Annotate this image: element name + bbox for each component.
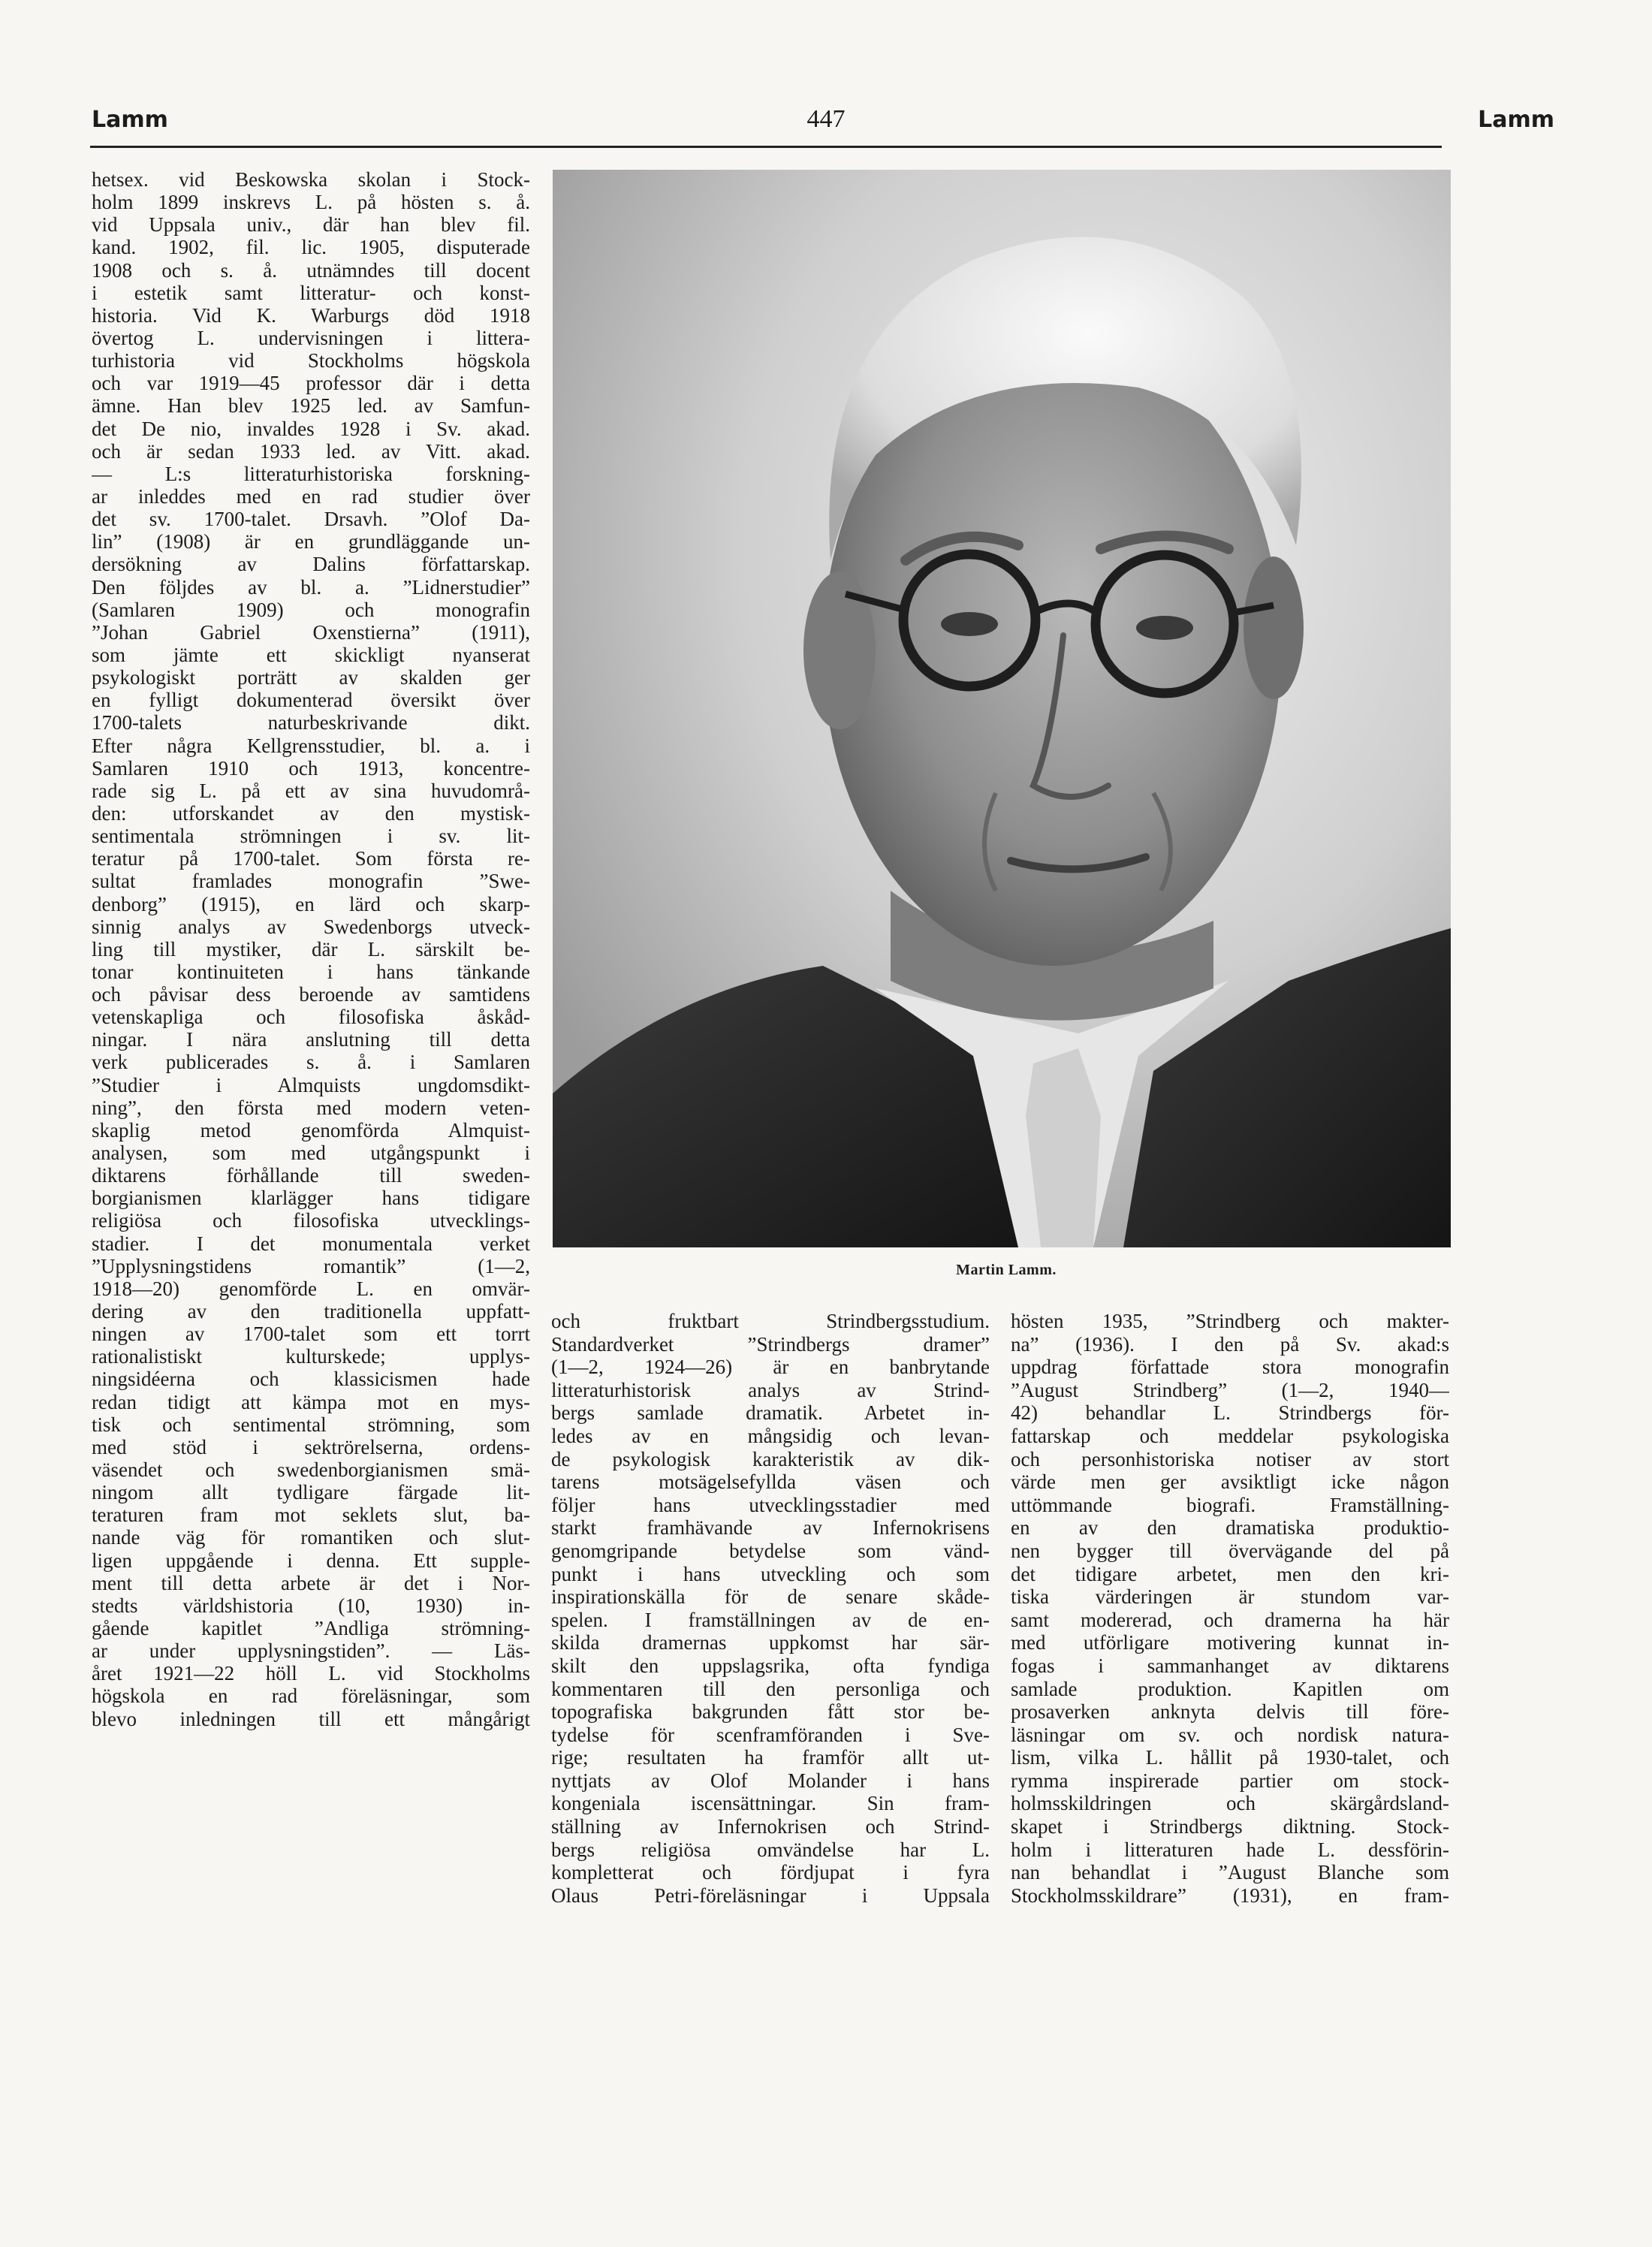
- text-line: holmsskildringen och skärgårdsland-: [1011, 1792, 1449, 1815]
- text-line: 1700-talets naturbeskrivande dikt.: [92, 711, 530, 734]
- text-line: nande väg för romantiken och slut-: [92, 1526, 530, 1549]
- text-line: na” (1936). I den på Sv. akad:s: [1011, 1332, 1449, 1356]
- text-line: lin” (1908) är en grundläggande un-: [92, 530, 530, 553]
- text-line: högskola en rad föreläsningar, som: [92, 1684, 530, 1708]
- text-line: rade sig L. på ett av sina huvudområ-: [92, 779, 530, 802]
- text-line: ar under upplysningstiden”. — Läs-: [92, 1639, 530, 1663]
- text-line: diktarens förhållande till sweden-: [92, 1164, 530, 1187]
- text-line: ning”, den första med modern veten-: [92, 1096, 530, 1119]
- text-line: med stöd i sektrörelserna, ordens-: [92, 1435, 530, 1458]
- text-line: 42) behandlar L. Strindbergs för-: [1011, 1401, 1449, 1425]
- text-line: kommentaren till den personliga och: [551, 1677, 990, 1700]
- text-line: de psykologisk karakteristik av dik-: [551, 1447, 990, 1470]
- text-column-right: [1011, 1310, 1449, 1907]
- text-line: stadier. I det monumentala verket: [92, 1232, 530, 1255]
- text-line: ningar. I nära anslutning till detta: [92, 1028, 530, 1051]
- text-line: rymma inspirerade partier om stock-: [1011, 1769, 1449, 1792]
- text-line: skapet i Strindbergs diktning. Stock-: [1011, 1815, 1449, 1838]
- text-line: skilda dramernas uppkomst har sär-: [551, 1631, 990, 1654]
- text-line: topografiska bakgrunden fått stor be-: [551, 1700, 990, 1724]
- text-line: (Samlaren 1909) och monografin: [92, 598, 530, 621]
- text-line: uttömmande biografi. Framställning-: [1011, 1493, 1449, 1516]
- text-line: lism, vilka L. hållit på 1930-talet, och: [1011, 1746, 1449, 1769]
- text-line: teratur på 1700-talet. Som första re-: [92, 847, 530, 870]
- text-line: psykologiskt porträtt av skalden ger: [92, 666, 530, 689]
- text-line: det De nio, invaldes 1928 i Sv. akad.: [92, 417, 530, 440]
- text-line: nyttjats av Olof Molander i hans: [551, 1769, 990, 1792]
- text-line: 1908 och s. å. utnämndes till docent: [92, 258, 530, 282]
- text-line: ”Upplysningstidens romantik” (1—2,: [92, 1254, 530, 1277]
- text-line: (1—2, 1924—26) är en banbrytande: [551, 1356, 990, 1379]
- text-line: ”August Strindberg” (1—2, 1940—: [1011, 1378, 1449, 1401]
- text-line: kompletterat och fördjupat i fyra: [551, 1861, 990, 1884]
- text-line: ”Studier i Almquists ungdomsdikt-: [92, 1073, 530, 1096]
- text-line: hösten 1935, ”Strindberg och makter-: [1011, 1310, 1449, 1332]
- photo-caption: Martin Lamm.: [956, 1262, 1057, 1278]
- text-line: ”Johan Gabriel Oxenstierna” (1911),: [92, 620, 530, 644]
- text-line: en av den dramatiska produktio-: [1011, 1516, 1449, 1540]
- text-line: ämne. Han blev 1925 led. av Samfun-: [92, 394, 530, 418]
- text-line: rationalistiskt kulturskede; upplys-: [92, 1345, 530, 1368]
- text-line: denborg” (1915), en lärd och skarp-: [92, 892, 530, 915]
- text-line: skilt den uppslagsrika, ofta fyndiga: [551, 1654, 990, 1677]
- text-line: uppdrag författade stora monografin: [1011, 1356, 1449, 1379]
- text-line: följer hans utvecklingsstadier med: [551, 1493, 990, 1516]
- text-line: Standardverket ”Strindbergs dramer”: [551, 1332, 990, 1356]
- text-line: tisk och sentimental strömning, som: [92, 1413, 530, 1436]
- text-line: ar inleddes med en rad studier över: [92, 484, 530, 508]
- text-line: övertog L. undervisningen i littera-: [92, 326, 530, 349]
- text-line: Den följdes av bl. a. ”Lidnerstudier”: [92, 575, 530, 599]
- page-number: 447: [806, 105, 846, 133]
- text-line: fattarskap och meddelar psykologiska: [1011, 1424, 1449, 1447]
- text-line: bergs religiösa omvändelse har L.: [551, 1838, 990, 1861]
- text-line: teraturen fram mot seklets slut, ba-: [92, 1504, 530, 1527]
- text-line: 1918—20) genomförde L. en omvär-: [92, 1277, 530, 1300]
- text-line: tarens motsägelsefyllda väsen och: [551, 1470, 990, 1494]
- text-line: tiska värderingen är stundom var-: [1011, 1585, 1449, 1609]
- text-line: den: utforskandet av den mystisk-: [92, 801, 530, 825]
- text-line: Olaus Petri-föreläsningar i Uppsala: [551, 1884, 990, 1907]
- text-line: spelen. I framställningen av de en-: [551, 1608, 990, 1631]
- text-line: religiösa och filosofiska utvecklings-: [92, 1209, 530, 1232]
- text-line: sentimentala strömningen i sv. lit-: [92, 825, 530, 848]
- text-line: ledes av en mångsidig och levan-: [551, 1424, 990, 1447]
- text-line: samt modererad, och dramerna ha här: [1011, 1608, 1449, 1631]
- text-line: genomgripande betydelse som vänd-: [551, 1539, 990, 1562]
- text-line: gående kapitlet ”Andliga strömning-: [92, 1617, 530, 1639]
- header-rule: [90, 146, 1442, 148]
- text-line: ling till mystiker, där L. särskilt be-: [92, 937, 530, 961]
- text-line: nen bygger till övervägande del på: [1011, 1539, 1449, 1562]
- text-line: kand. 1902, fil. lic. 1905, disputerade: [92, 236, 530, 259]
- text-line: fogas i sammanhanget av diktarens: [1011, 1654, 1449, 1677]
- text-line: ningen av 1700-talet som ett torrt: [92, 1323, 530, 1346]
- text-column-left: [92, 168, 530, 1730]
- text-line: värde men ger avsiktligt icke någon: [1011, 1470, 1449, 1494]
- text-line: holm i litteraturen hade L. dessförin-: [1011, 1838, 1449, 1861]
- text-line: tydelse för scenframföranden i Sve-: [551, 1723, 990, 1746]
- text-line: hetsex. vid Beskowska skolan i Stock-: [92, 168, 530, 191]
- text-line: litteraturhistorisk analys av Strind-: [551, 1378, 990, 1401]
- text-line: historia. Vid K. Warburgs död 1918: [92, 303, 530, 327]
- text-line: bergs samlade dramatik. Arbetet in-: [551, 1401, 990, 1425]
- text-line: holm 1899 inskrevs L. på hösten s. å.: [92, 191, 530, 214]
- text-line: vid Uppsala univ., där han blev fil.: [92, 213, 530, 237]
- text-line: och var 1919—45 professor där i detta: [92, 372, 530, 395]
- text-line: i estetik samt litteratur- och konst-: [92, 281, 530, 304]
- text-line: året 1921—22 höll L. vid Stockholms: [92, 1662, 530, 1685]
- portrait-photo: [553, 170, 1451, 1247]
- text-line: och är sedan 1933 led. av Vitt. akad.: [92, 439, 530, 463]
- text-line: stedts världshistoria (10, 1930) in-: [92, 1594, 530, 1617]
- text-line: punkt i hans utveckling och som: [551, 1562, 990, 1585]
- text-line: Stockholmsskildrare” (1931), en fram-: [1011, 1884, 1449, 1907]
- text-line: väsendet och swedenborgianismen smä-: [92, 1458, 530, 1482]
- text-line: blevo inledningen till ett mångårigt: [92, 1707, 530, 1730]
- text-line: ningom allt tydligare färgade lit-: [92, 1481, 530, 1504]
- text-line: Efter några Kellgrensstudier, bl. a. i: [92, 734, 530, 757]
- text-line: borgianismen klarlägger hans tidigare: [92, 1187, 530, 1210]
- text-line: sultat framlades monografin ”Swe-: [92, 870, 530, 893]
- running-head-left: Lamm: [92, 107, 168, 133]
- text-line: en fylligt dokumenterad översikt över: [92, 689, 530, 712]
- text-line: och fruktbart Strindbergsstudium.: [551, 1310, 990, 1332]
- text-line: ställning av Infernokrisen och Strind-: [551, 1815, 990, 1838]
- text-line: sinnig analys av Swedenborgs utveck-: [92, 915, 530, 938]
- text-line: turhistoria vid Stockholms högskola: [92, 349, 530, 372]
- text-line: det sv. 1700-talet. Drsavh. ”Olof Da-: [92, 508, 530, 531]
- text-line: nan behandlat i ”August Blanche som: [1011, 1861, 1449, 1884]
- running-head-right: Lamm: [1478, 107, 1554, 133]
- text-line: ment till detta arbete är det i Nor-: [92, 1571, 530, 1594]
- text-line: dersökning av Dalins författarskap.: [92, 553, 530, 576]
- text-line: verk publicerades s. å. i Samlaren: [92, 1051, 530, 1074]
- text-line: Samlaren 1910 och 1913, koncentre-: [92, 756, 530, 780]
- text-line: och påvisar dess beroende av samtidens: [92, 983, 530, 1006]
- text-line: analysen, som med utgångspunkt i: [92, 1142, 530, 1165]
- text-line: skaplig metod genomförda Almquist-: [92, 1118, 530, 1142]
- text-line: inspirationskälla för de senare skåde-: [551, 1585, 990, 1609]
- text-line: kongeniala iscensättningar. Sin fram-: [551, 1792, 990, 1815]
- text-line: starkt framhävande av Infernokrisens: [551, 1516, 990, 1540]
- text-line: och personhistoriska notiser av stort: [1011, 1447, 1449, 1470]
- text-line: ningsidéerna och klassicismen hade: [92, 1368, 530, 1391]
- text-line: samlade produktion. Kapitlen om: [1011, 1677, 1449, 1700]
- text-line: som jämte ett skickligt nyanserat: [92, 643, 530, 666]
- text-column-middle: [551, 1310, 990, 1907]
- text-line: läsningar om sv. och nordisk natura-: [1011, 1723, 1449, 1746]
- text-line: redan tidigt att kämpa mot en mys-: [92, 1390, 530, 1413]
- text-line: — L:s litteraturhistoriska forskning-: [92, 462, 530, 485]
- text-line: med utförligare motivering kunnat in-: [1011, 1631, 1449, 1654]
- text-line: dering av den traditionella uppfatt-: [92, 1300, 530, 1323]
- text-line: rige; resultaten ha framför allt ut-: [551, 1746, 990, 1769]
- text-line: det tidigare arbetet, men den kri-: [1011, 1562, 1449, 1585]
- text-line: tonar kontinuiteten i hans tänkande: [92, 960, 530, 983]
- text-line: ligen uppgående i denna. Ett supple-: [92, 1549, 530, 1572]
- text-line: vetenskapliga och filosofiska åskåd-: [92, 1006, 530, 1029]
- text-line: prosaverken anknyta delvis till före-: [1011, 1700, 1449, 1724]
